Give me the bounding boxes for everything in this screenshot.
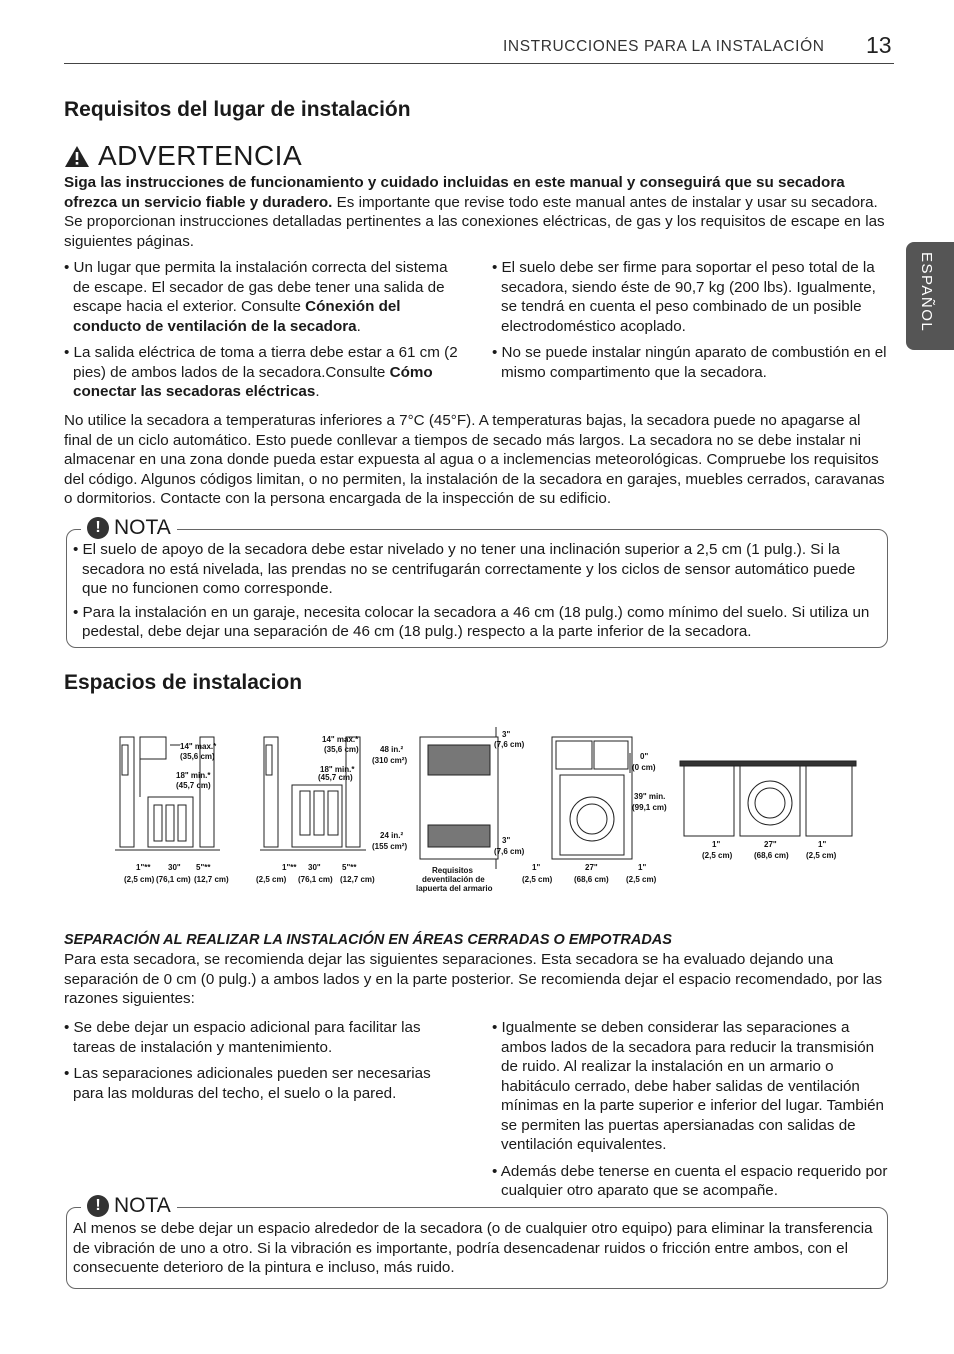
warning-text: Es importante que revise todo este manual antes de instalar y usar su secadora. Se proporcionan instrucciones detalladas pertinentes a las conexiones eléctricas, de gas y los requisitos de escape en las siguientes páginas. [64, 193, 885, 250]
d5-b3: 1" [818, 840, 827, 849]
d1-b1: 1"** [136, 863, 151, 872]
d3-cap1: Requisitos [432, 866, 473, 875]
clearance-right-column [492, 1018, 892, 1208]
diagram-closet-door [420, 727, 498, 869]
d4-b3cm: (2,5 cm) [626, 875, 657, 884]
d3-b: 3" [502, 836, 511, 845]
installation-clearance-diagram [110, 725, 870, 893]
list-item: • No se puede instalar ningún aparato de combustión en el mismo compartimento que la secadora. [492, 344, 887, 381]
requirements-left-column [64, 258, 464, 409]
requirements-right-column [492, 258, 892, 389]
warning-bold-text: Siga las instrucciones de funcionamiento y cuidado incluidas en este manual y conseguirá que su secadora ofrezca un servicio fiable y duradero. [64, 174, 845, 211]
enclosed-intro-paragraph: Para esta secadora, se recomienda dejar las siguientes separaciones. Esta secadora se ha evaluado dejando una separación de 0 cm (0 pulg.) a ambos lados y en la parte posterior. Se recomienda dejar el espacio recomendado, por las razones siguientes: [64, 951, 883, 1007]
d2-b2: 30" [308, 863, 321, 872]
list-item: • Igualmente se deben considerar las separaciones a ambos lados de la secadora para reducir la transmisión de ruido. Al realizar la instalación en un armario o habitáculo cerrado, debe haber salidas de ventilación mínimas en la parte superior e inferior del lugar. También se permiten las puertas apersianadas con salidas de ventilación equivalentes. [492, 1019, 884, 1153]
d1-b3cm: (12,7 cm) [194, 875, 229, 884]
d3-a1cm: (310 cm²) [372, 756, 408, 765]
d4-mcm: (99,1 cm) [632, 803, 667, 812]
language-tab [906, 242, 954, 350]
list-item: • Además debe tenerse en cuenta el espacio requerido por cualquier otro aparato que se acompañe. [492, 1162, 888, 1199]
list-item: • La salida eléctrica de toma a tierra debe estar a 61 cm (2 pies) de ambos lados de la secadora.Consulte Cómo conectar las secadoras eléctricas. [64, 344, 458, 400]
d4-b2cm: (68,6 cm) [574, 875, 609, 884]
list-item: • Para la instalación en un garaje, necesita colocar la secadora a 46 cm (18 pulg.) como mínimo del suelo. Si utiliza un pedestal, debe dejar una separación de 46 cm (18 pulg.) respecto a la parte inferior de la secadora. [73, 603, 870, 640]
d2-b2cm: (76,1 cm) [298, 875, 333, 884]
section-title-requisitos: Requisitos del lugar de instalación [64, 98, 411, 121]
d5-b1: 1" [712, 840, 721, 849]
note-box-1 [66, 516, 888, 648]
d3-bcm: (7,6 cm) [494, 847, 525, 856]
enclosed-installation-subtitle: SEPARACIÓN AL REALIZAR LA INSTALACIÓN EN ÁREAS CERRADAS O EMPOTRADAS [64, 932, 672, 948]
d1-top-label: 14" max.* [180, 742, 217, 751]
note2-text: Al menos se debe dejar un espacio alrededor de la secadora (o de cualquier otro equipo) para eliminar la transferencia de vibración de uno a otro. Si la vibración es importante, podría desencadenar ruidos o fricción entre ambos, con el consecuente deterioro de la pintura e incluso, más ruido. [73, 1220, 873, 1276]
list-item: • Un lugar que permita la instalación correcta del sistema de escape. El secador de gas debe tener una salida de escape hacia el exterior. Consulte Cónexión del conducto de ventilación de la secadora. [64, 259, 448, 335]
list-item: • El suelo debe ser firme para soportar el peso total de la secadora, siendo éste de 90,7 kg (200 lbs). Igualmente, se tendrá en cuenta el peso combinado de un posible electrodoméstico acoplado. [492, 259, 876, 335]
page-number: 13 [866, 32, 892, 58]
d1-b2: 30" [168, 863, 181, 872]
d1-mid-label: 18" min.* [176, 771, 211, 780]
d4-t: 0" [640, 752, 649, 761]
d3-t: 3" [502, 730, 511, 739]
d2-b1: 1"** [282, 863, 297, 872]
d2-b1cm: (2,5 cm) [256, 875, 287, 884]
d4-tcm: (0 cm) [632, 763, 656, 772]
language-tab-label: ESPAÑOL [918, 252, 935, 333]
d3-tcm: (7,6 cm) [494, 740, 525, 749]
note-label: ! NOTA [81, 516, 177, 540]
d4-b3: 1" [638, 863, 647, 872]
warning-heading [64, 140, 302, 172]
d4-b1: 1" [532, 863, 541, 872]
exclamation-icon: ! [87, 517, 109, 539]
warning-triangle-icon [64, 145, 90, 168]
d4-b2: 27" [585, 863, 598, 872]
clearance-left-column [64, 1018, 454, 1110]
d3-cap3: lapuerta del armario [416, 884, 493, 893]
d2-b3cm: (12,7 cm) [340, 875, 375, 884]
d3-a2: 24 in.² [380, 831, 404, 840]
note-label: ! NOTA [81, 1194, 177, 1218]
temperature-paragraph: No utilice la secadora a temperaturas inferiores a 7°C (45°F). A temperaturas bajas, la secadora puede no apagarse al final de un ciclo automático. Esto puede conllevar a tiempos de secado más largos. La secadora no se debe instalar ni almacenar en una zona donde pueda estar expuesta al agua o a inclemencias meteorológicas. Compruebe los requisitos del código. Algunos códigos limitan, o no permiten, la instalación de la secadora en garajes, muebles cerrados, caravanas o dormitorios. Contacte con la persona encargada de la inspección de su edificio. [64, 412, 885, 507]
d1-b3: 5"** [196, 863, 211, 872]
diagram-under-counter [680, 761, 856, 836]
diagram-closet-front [552, 737, 632, 859]
list-item: • Las separaciones adicionales pueden ser necesarias para las molduras del techo, el suelo o la pared. [64, 1065, 431, 1102]
d2-b3: 5"** [342, 863, 357, 872]
list-item: • El suelo de apoyo de la secadora debe estar nivelado y no tener una inclinación superior a 2,5 cm (1 pulg.). Si la secadora no está nivelada, las prendas no se centrifugarán correctamente y los ciclos de sensor automático puede que no funcionen como corresponde. [73, 541, 856, 597]
d4-m: 39" min. [634, 792, 666, 801]
d2-mid-cm: (45,7 cm) [318, 773, 353, 782]
running-header: INSTRUCCIONES PARA LA INSTALACIÓN [503, 38, 825, 55]
d2-top-cm: (35,6 cm) [324, 745, 359, 754]
d4-b1cm: (2,5 cm) [522, 875, 553, 884]
d1-mid-cm: (45,7 cm) [176, 781, 211, 790]
d3-cap2: deventilación de [422, 875, 485, 884]
d3-a2cm: (155 cm²) [372, 842, 408, 851]
warning-title: ADVERTENCIA [98, 140, 303, 171]
d3-a1: 48 in.² [380, 745, 404, 754]
d1-b2cm: (76,1 cm) [156, 875, 191, 884]
d1-b1cm: (2,5 cm) [124, 875, 155, 884]
exclamation-icon: ! [87, 1195, 109, 1217]
d5-b1cm: (2,5 cm) [702, 851, 733, 860]
d1-top-cm: (35,6 cm) [180, 752, 215, 761]
d2-mid-label: 18" min.* [320, 765, 355, 774]
note-box-2 [66, 1194, 888, 1289]
d2-top-label: 14" max.* [322, 735, 359, 744]
list-item: • Se debe dejar un espacio adicional para facilitar las tareas de instalación y mantenimiento. [64, 1019, 421, 1056]
d5-b2: 27" [764, 840, 777, 849]
warning-paragraph [64, 173, 892, 251]
section-title-espacios: Espacios de instalacion [64, 671, 303, 694]
header-rule [64, 63, 894, 64]
d5-b3cm: (2,5 cm) [806, 851, 837, 860]
d5-b2cm: (68,6 cm) [754, 851, 789, 860]
